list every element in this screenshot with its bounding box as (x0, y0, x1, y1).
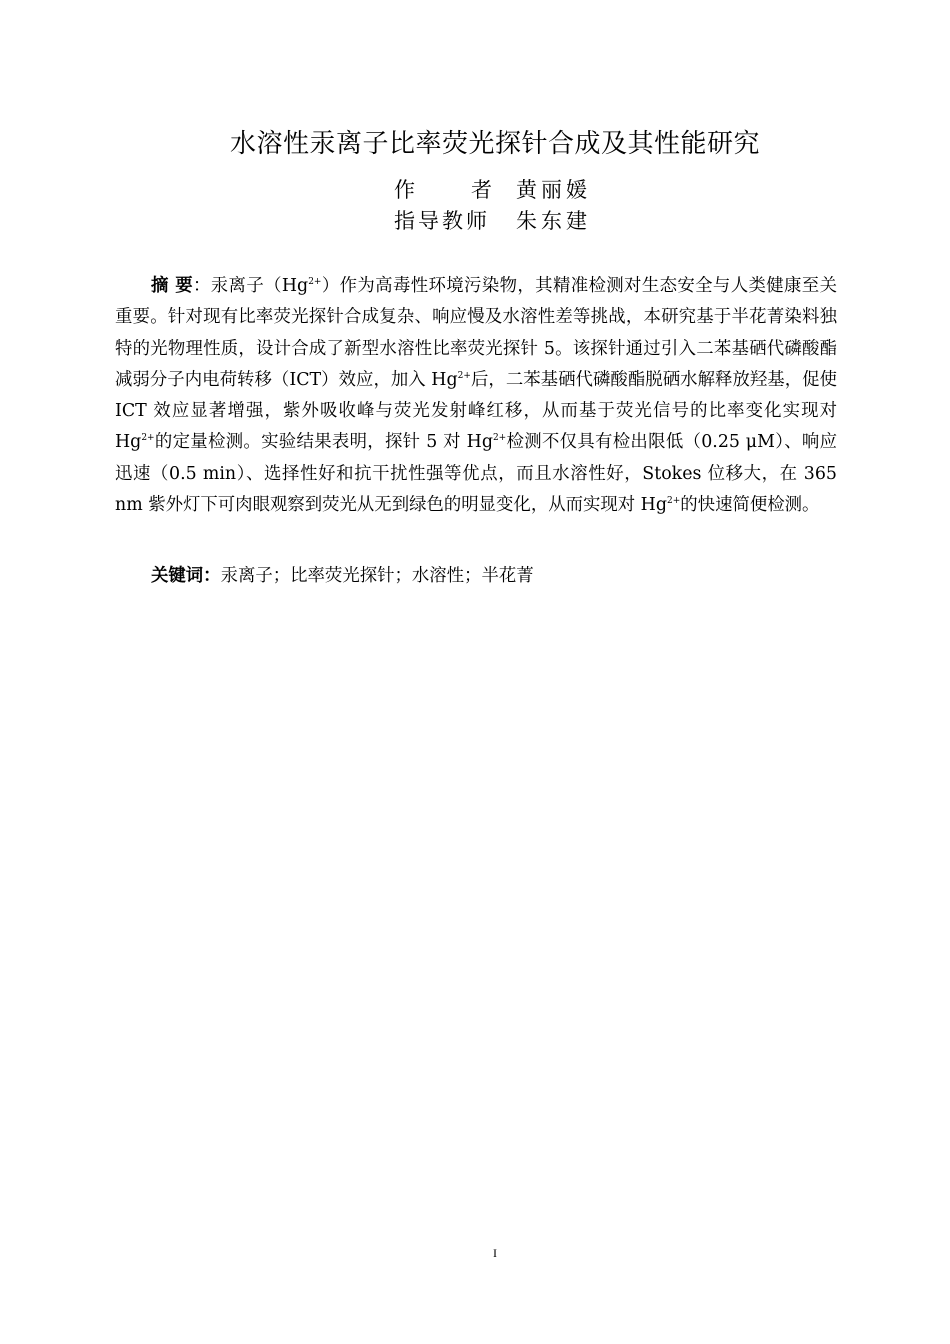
abstract-text-6: 的快速简便检测。 (680, 495, 820, 516)
abstract-text-5: 检测不仅具有检出限低（0.25 μM）、响应迅速（0.5 min）、选择性好和抗干扰性强等优点，而且水溶性好，Stokes 位移大，在 365 nm 紫外灯下可肉眼观察到荧光从无到绿色的明显变化，从而实现对 Hg (115, 432, 837, 516)
abstract-paragraph (115, 271, 837, 521)
keywords-line (151, 561, 534, 592)
abstract-text-2: ）作为高毒性环境污染物，其精准检测对生态安全与人类健康至关重要。针对现有比率荧光探针合成复杂、响应慢及水溶性差等挑战，本研究基于半花菁染料独特的光物理性质，设计合成了新型水溶性比率荧光探针 5。该探针通过引入二苯基硒代磷酸酯减弱分子内电荷转移（ICT）效应，加入 Hg (115, 276, 837, 390)
author-label: 作 者 (394, 178, 492, 202)
author-line (394, 175, 591, 205)
abstract-text-4: 的定量检测。实验结果表明，探针 5 对 Hg (154, 432, 493, 453)
abstract-heading: 摘 要 (151, 276, 193, 296)
superscript-charge: 2+ (667, 496, 681, 507)
advisor-label: 指导教师 (394, 209, 490, 233)
advisor-line (394, 206, 591, 236)
abstract-text-3: 后，二苯基硒代磷酸酯脱硒水解释放羟基，促使 ICT 效应显著增强，紫外吸收峰与荧光发射峰红移，从而基于荧光信号的比率变化实现对 Hg (115, 369, 837, 453)
keywords-text: 汞离子；比率荧光探针；水溶性；半花菁 (220, 566, 534, 586)
keywords-heading: 关键词： (151, 566, 221, 586)
abstract-sep: ： (193, 276, 211, 296)
superscript-charge: 2+ (308, 277, 322, 287)
page-number: I (493, 1246, 497, 1260)
author-name: 黄丽媛 (516, 178, 591, 202)
abstract-text-1: 汞离子（Hg (210, 276, 309, 296)
thesis-title: 水溶性汞离子比率荧光探针合成及其性能研究 (229, 129, 760, 159)
superscript-charge: 2+ (492, 433, 507, 444)
advisor-name: 朱东建 (516, 209, 591, 233)
superscript-charge: 2+ (141, 433, 155, 444)
superscript-charge: 2+ (457, 370, 471, 381)
